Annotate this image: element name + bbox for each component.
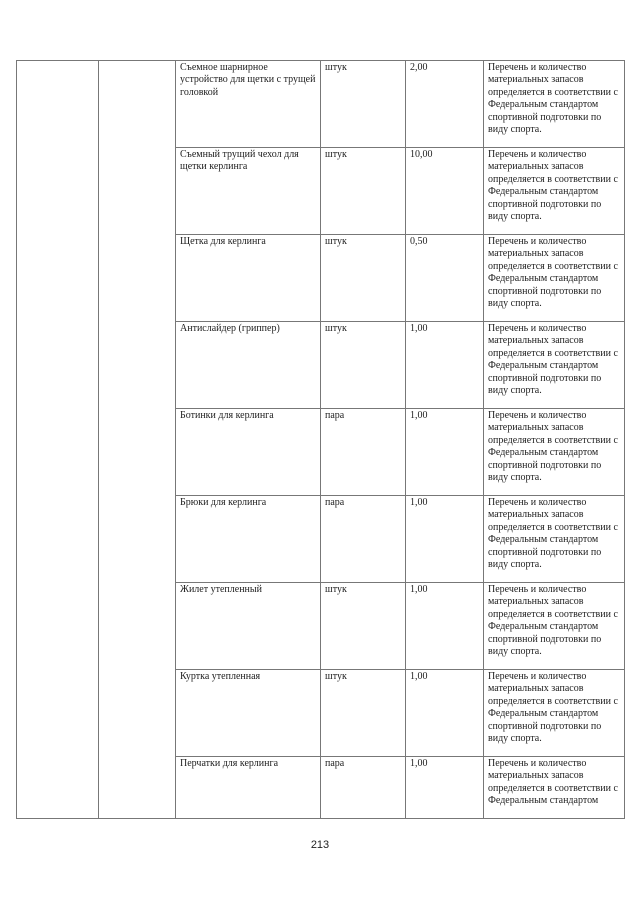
item-name-cell: Жилет утепленный xyxy=(176,583,321,670)
item-name-cell: Щетка для керлинга xyxy=(176,235,321,322)
table-row xyxy=(17,61,625,148)
item-name-cell: Съемное шарнирное устройство для щетки с трущей головкой xyxy=(176,61,321,148)
empty-cell-1 xyxy=(17,61,99,819)
item-name-cell: Съемный трущий чехол для щетки керлинга xyxy=(176,148,321,235)
note-cell: Перечень и количество материальных запасов определяется в соответствии с Федеральным стандартом спортивной подготовки по виду спорта. xyxy=(484,61,625,148)
note-cell: Перечень и количество материальных запасов определяется в соответствии с Федеральным стандартом спортивной подготовки по виду спорта. xyxy=(484,409,625,496)
item-name-cell: Перчатки для керлинга xyxy=(176,757,321,819)
quantity-cell: 1,00 xyxy=(406,670,484,757)
unit-cell: пара xyxy=(321,409,406,496)
quantity-cell: 10,00 xyxy=(406,148,484,235)
item-name-cell: Куртка утепленная xyxy=(176,670,321,757)
unit-cell: пара xyxy=(321,757,406,819)
quantity-cell: 1,00 xyxy=(406,496,484,583)
note-cell: Перечень и количество материальных запасов определяется в соответствии с Федеральным стандартом спортивной подготовки по виду спорта. xyxy=(484,496,625,583)
note-cell: Перечень и количество материальных запасов определяется в соответствии с Федеральным стандартом спортивной подготовки по виду спорта. xyxy=(484,148,625,235)
page-number: 213 xyxy=(310,839,330,851)
note-cell: Перечень и количество материальных запасов определяется в соответствии с Федеральным стандартом спортивной подготовки по виду спорта. xyxy=(484,670,625,757)
empty-cell-2 xyxy=(99,61,176,819)
unit-cell: штук xyxy=(321,670,406,757)
unit-cell: штук xyxy=(321,583,406,670)
quantity-cell: 1,00 xyxy=(406,583,484,670)
quantity-cell: 0,50 xyxy=(406,235,484,322)
quantity-cell: 1,00 xyxy=(406,757,484,819)
item-name-cell: Антислайдер (гриппер) xyxy=(176,322,321,409)
unit-cell: штук xyxy=(321,235,406,322)
note-cell: Перечень и количество материальных запасов определяется в соответствии с Федеральным стандартом спортивной подготовки по виду спорта. xyxy=(484,583,625,670)
quantity-cell: 1,00 xyxy=(406,322,484,409)
materials-table xyxy=(16,60,625,819)
unit-cell: пара xyxy=(321,496,406,583)
item-name-cell: Ботинки для керлинга xyxy=(176,409,321,496)
quantity-cell: 1,00 xyxy=(406,409,484,496)
unit-cell: штук xyxy=(321,322,406,409)
unit-cell: штук xyxy=(321,148,406,235)
unit-cell: штук xyxy=(321,61,406,148)
note-cell: Перечень и количество материальных запасов определяется в соответствии с Федеральным стандартом xyxy=(484,757,625,819)
quantity-cell: 2,00 xyxy=(406,61,484,148)
item-name-cell: Брюки для керлинга xyxy=(176,496,321,583)
note-cell: Перечень и количество материальных запасов определяется в соответствии с Федеральным стандартом спортивной подготовки по виду спорта. xyxy=(484,322,625,409)
note-cell: Перечень и количество материальных запасов определяется в соответствии с Федеральным стандартом спортивной подготовки по виду спорта. xyxy=(484,235,625,322)
